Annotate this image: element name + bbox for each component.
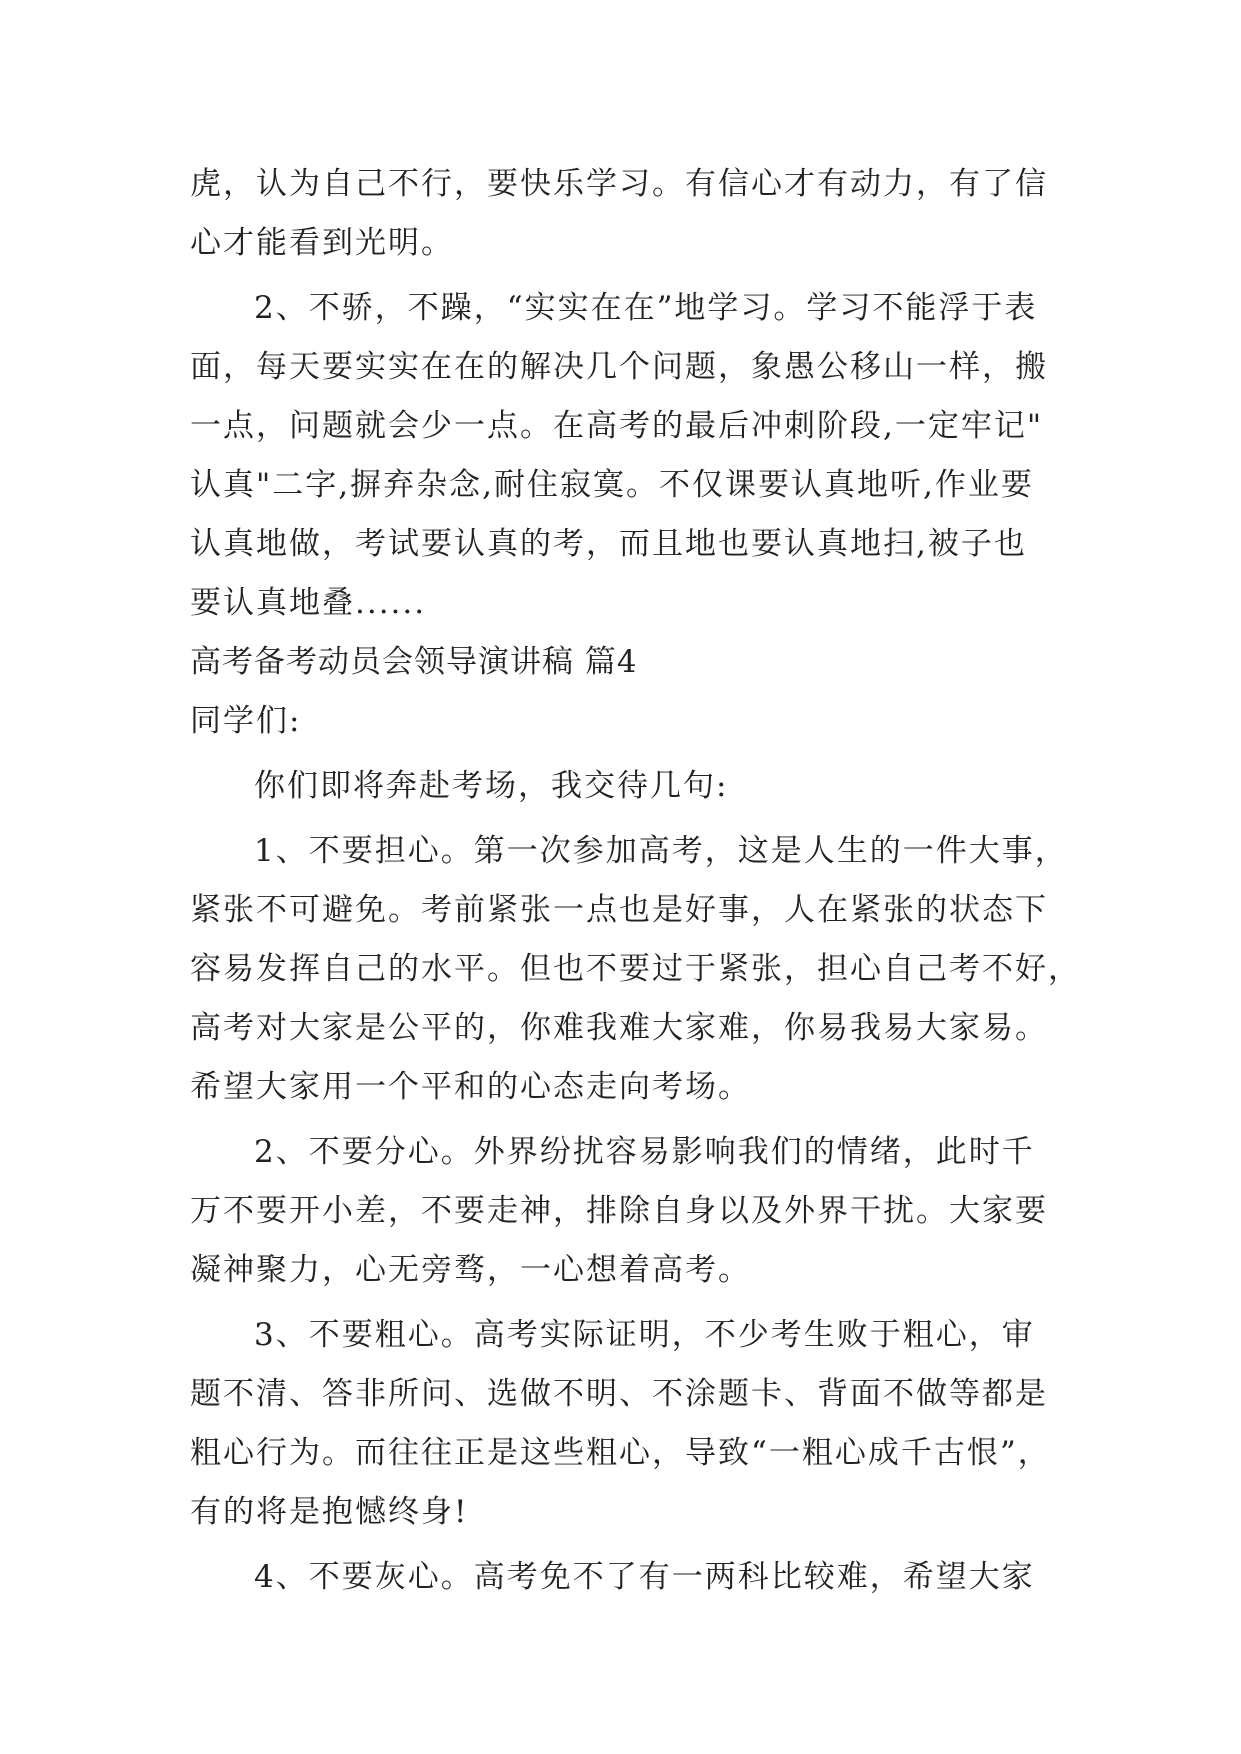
text-line: 有的将是抱憾终身!: [190, 1494, 469, 1530]
text-line: 粗心行为。而往往正是这些粗心，导致“一粗心成千古恨”，: [190, 1435, 1051, 1471]
text-line: 紧张不可避免。考前紧张一点也是好事，人在紧张的状态下: [190, 892, 1048, 928]
text-line: 容易发挥自己的水平。但也不要过于紧张，担心自己考不好，: [190, 951, 1081, 987]
text-line: 1、不要担心。第一次参加高考，这是人生的一件大事，: [254, 833, 1068, 869]
text-line: 面，每天要实实在在的解决几个问题，象愚公移山一样，搬: [190, 349, 1048, 385]
text-line: 万不要开小差，不要走神，排除自身以及外界干扰。大家要: [190, 1193, 1048, 1229]
text-line: 3、不要粗心。高考实际证明，不少考生败于粗心，审: [254, 1317, 1035, 1353]
text-line: 高考对大家是公平的，你难我难大家难，你易我易大家易。: [190, 1010, 1048, 1046]
document-body: [190, 155, 1081, 1607]
text-line: 题不清、答非所问、选做不明、不涂题卡、背面不做等都是: [190, 1376, 1048, 1412]
text-line: 虎，认为自己不行，要快乐学习。有信心才有动力，有了信: [190, 166, 1048, 202]
text-line: 4、不要灰心。高考免不了有一两科比较难，希望大家: [254, 1559, 1035, 1595]
text-line: 认真"二字,摒弃杂念,耐住寂寞。不仅课要认真地听,作业要: [190, 467, 1034, 503]
text-line: 你们即将奔赴考场，我交待几句:: [254, 768, 729, 804]
text-line: 心才能看到光明。: [190, 225, 454, 261]
text-line: 希望大家用一个平和的心态走向考场。: [190, 1069, 751, 1105]
text-line: 2、不要分心。外界纷扰容易影响我们的情绪，此时千: [254, 1134, 1035, 1170]
text-line: 同学们:: [190, 703, 302, 739]
text-line: 2、不骄，不躁，“实实在在”地学习。学习不能浮于表: [254, 290, 1038, 326]
text-line: 认真地做，考试要认真的考，而且地也要认真地扫,被子也: [190, 526, 1027, 562]
text-line: 要认真地叠......: [190, 585, 427, 621]
text-line: 一点，问题就会少一点。在高考的最后冲刺阶段,一定牢记": [190, 408, 1044, 444]
text-line: 凝神聚力，心无旁骛，一心想着高考。: [190, 1252, 751, 1288]
section-heading: 高考备考动员会领导演讲稿 篇4: [190, 644, 638, 680]
